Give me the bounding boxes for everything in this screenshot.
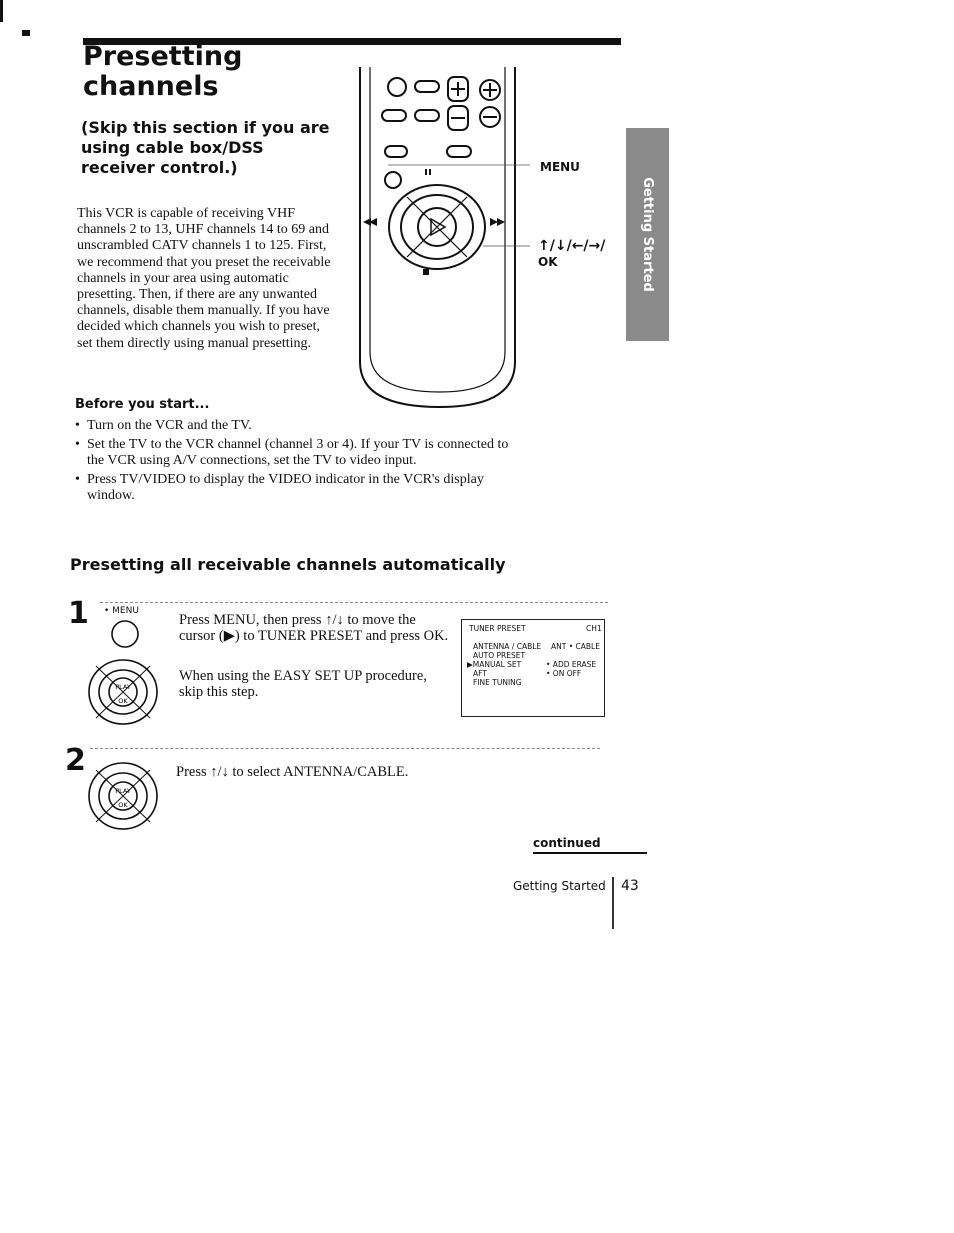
remote-oval-button <box>415 81 439 92</box>
side-tab <box>626 128 669 341</box>
footer-divider <box>612 877 614 929</box>
screen-row-label: AFT <box>473 669 487 678</box>
screen-row-value: • ADD ERASE <box>546 660 597 669</box>
continued-label: continued <box>533 836 601 850</box>
menu-button <box>385 172 401 188</box>
continued-rule <box>533 852 647 854</box>
step-number: 1 <box>68 596 89 631</box>
ok-label: OK <box>118 697 128 705</box>
screen-row-value: • ON OFF <box>546 669 582 678</box>
screen-title: TUNER PRESET <box>469 624 526 633</box>
play-label: PLAY <box>115 787 131 795</box>
step-number: 2 <box>65 743 86 778</box>
menu-callout: MENU <box>540 160 580 174</box>
remote-oval-button-3 <box>415 110 439 121</box>
remote-oval-button-2 <box>382 110 406 121</box>
fast-forward-icon <box>490 218 505 226</box>
before-you-start-list <box>75 418 515 507</box>
remote-oval-button-5 <box>447 146 471 157</box>
screen-row-label: ▶MANUAL SET <box>467 660 522 669</box>
plus-icon <box>451 82 465 96</box>
arrows-callout: ↑/↓/←/→/ <box>538 238 606 254</box>
rewind-icon <box>363 218 377 226</box>
list-item: • Turn on the VCR and the TV. <box>75 418 515 434</box>
step-divider <box>90 748 600 749</box>
screen-row-value: ANT • CABLE <box>551 642 600 651</box>
side-tab-label: Getting Started <box>640 177 655 292</box>
section-heading: Presetting all receivable channels automatically <box>70 555 506 574</box>
list-item: • Set the TV to the VCR channel (channel 3 or 4). If your TV is connected to the VCR using A/V connections, set the TV to video input. <box>75 437 515 469</box>
step-1-note: When using the EASY SET UP procedure, skip this step. <box>179 668 427 700</box>
menu-button-icon <box>112 621 138 647</box>
tuner-preset-screen <box>461 619 605 717</box>
ok-callout: OK <box>538 255 558 269</box>
screen-row-label: ANTENNA / CABLE <box>473 642 542 651</box>
step-1-text: Press MENU, then press ↑/↓ to move the cursor (▶) to TUNER PRESET and press OK. <box>179 612 449 644</box>
list-item: • Press TV/VIDEO to display the VIDEO indicator in the VCR's display window. <box>75 472 515 504</box>
screen-channel: CH1 <box>586 624 602 633</box>
remote-control-illustration <box>355 62 530 412</box>
before-you-start-heading: Before you start... <box>75 397 210 412</box>
stop-icon <box>423 269 429 275</box>
step-2-text: Press ↑/↓ to select ANTENNA/CABLE. <box>176 764 409 780</box>
screen-row-label: FINE TUNING <box>473 678 522 687</box>
skip-note: (Skip this section if you are using cable box/DSS receiver control.) <box>81 118 330 177</box>
jog-dial-icon <box>86 760 162 832</box>
remote-oval-button-4 <box>385 146 407 157</box>
page-title: Presetting channels <box>83 41 243 102</box>
menu-and-dial-icon <box>86 618 162 728</box>
remote-round-button <box>388 78 406 96</box>
step-icon-label: • MENU <box>104 606 139 616</box>
screen-row-label: AUTO PRESET <box>473 651 526 660</box>
scan-edge-mark <box>0 0 3 22</box>
step-divider <box>100 602 608 603</box>
page-number: 43 <box>621 878 639 894</box>
corner-mark <box>22 30 30 36</box>
intro-paragraph: This VCR is capable of receiving VHF channels 2 to 13, UHF channels 14 to 69 and unscrambled CATV channels 1 to 125. First, we recommend that you preset the receivable channels in your area using automatic presetting. Then, if there are any unwanted channels, disable them manually. If you have decided which channels you wish to preset, set them directly using manual presetting. <box>77 206 331 351</box>
footer-section-name: Getting Started <box>513 879 606 893</box>
ok-label: OK <box>118 801 128 809</box>
play-label: PLAY <box>115 683 131 691</box>
